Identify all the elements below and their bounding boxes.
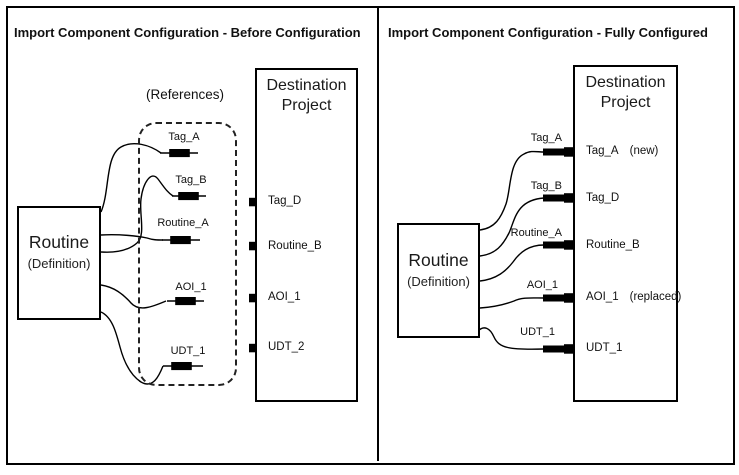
destination-item	[586, 192, 619, 204]
destination-box-title: Destination Project	[266, 77, 347, 114]
connector-plugged-icon	[543, 240, 574, 250]
routine-box-title: Routine	[408, 250, 469, 270]
destination-item-name: UDT_2	[268, 341, 305, 353]
destination-item-name: Tag_D	[268, 195, 302, 207]
connector-plugged-icon	[543, 293, 574, 303]
right-connectors	[543, 147, 574, 354]
destination-item	[586, 291, 681, 303]
wire-label: AOI_1	[526, 279, 558, 291]
reference-label: Tag_A	[168, 131, 200, 143]
wire	[480, 298, 544, 308]
connector-plugged-icon	[543, 344, 574, 354]
routine-box-subtitle: (Definition)	[407, 274, 470, 289]
destination-item	[268, 240, 322, 252]
destination-item-name: Routine_B	[586, 239, 640, 251]
connector-plugged-icon	[543, 147, 574, 157]
right-panel-title: Import Component Configuration - Fully Configured	[388, 25, 708, 40]
destination-item-note: (new)	[629, 145, 659, 157]
destination-item	[268, 291, 301, 303]
reference-label: Routine_A	[157, 217, 209, 229]
destination-item	[586, 239, 640, 251]
destination-item-name: Tag_A	[586, 145, 619, 157]
destination-item-note: (replaced)	[629, 291, 682, 303]
destination-item	[268, 341, 304, 353]
destination-item-name: Routine_B	[268, 240, 322, 252]
references-caption: (References)	[145, 87, 225, 102]
wire-label: Tag_A	[530, 132, 562, 144]
destination-item	[268, 195, 301, 207]
left-panel-title: Import Component Configuration - Before Configuration	[14, 25, 361, 40]
destination-box-title: Destination Project	[585, 74, 666, 111]
wire	[480, 245, 544, 281]
routine-box-subtitle: (Definition)	[27, 256, 91, 271]
destination-item-name: UDT_1	[586, 342, 623, 354]
destination-item	[586, 342, 622, 354]
destination-item-name: AOI_1	[268, 291, 301, 303]
reference-label: AOI_1	[175, 281, 207, 293]
reference-label: Tag_B	[175, 174, 207, 186]
wire-label: Tag_B	[530, 180, 562, 192]
destination-item	[586, 145, 658, 157]
reference-label: UDT_1	[170, 345, 206, 357]
wire-label: UDT_1	[520, 326, 555, 338]
wire-label: Routine_A	[510, 227, 562, 239]
destination-item-name: Tag_D	[586, 192, 620, 204]
connector-plugged-icon	[543, 193, 574, 203]
routine-box	[17, 206, 101, 320]
destination-item-name: AOI_1	[586, 291, 619, 303]
routine-box-title: Routine	[28, 232, 90, 252]
